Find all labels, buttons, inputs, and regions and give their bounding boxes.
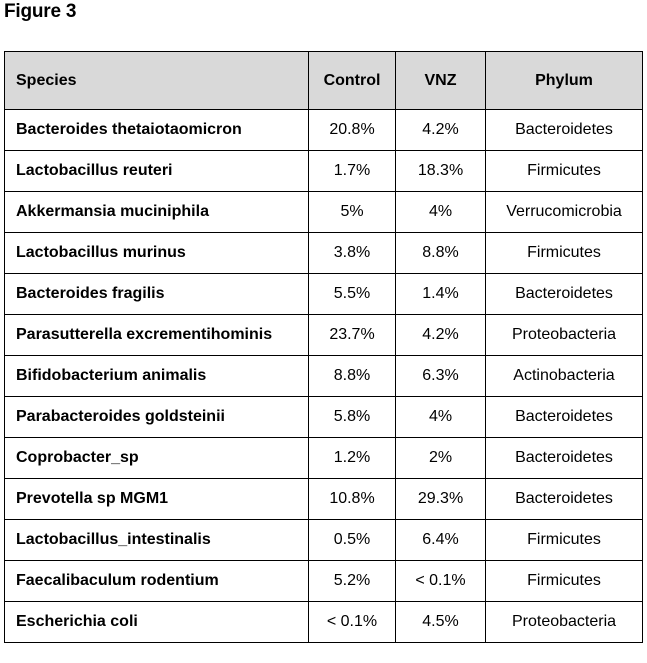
species-abundance-table <box>4 51 643 643</box>
species-cell: Parasutterella excrementihominis <box>5 315 309 356</box>
phylum-cell: Bacteroidetes <box>486 397 643 438</box>
species-cell: Lactobacillus reuteri <box>5 151 309 192</box>
table-row <box>5 520 643 561</box>
control-cell: 3.8% <box>309 233 396 274</box>
control-cell: 8.8% <box>309 356 396 397</box>
species-cell: Bacteroides thetaiotaomicron <box>5 110 309 151</box>
vnz-cell: 1.4% <box>396 274 486 315</box>
header-phylum: Phylum <box>486 52 643 110</box>
species-cell: Prevotella sp MGM1 <box>5 479 309 520</box>
table-row <box>5 561 643 602</box>
species-cell: Lactobacillus murinus <box>5 233 309 274</box>
table-row <box>5 479 643 520</box>
phylum-cell: Bacteroidetes <box>486 110 643 151</box>
table-row <box>5 397 643 438</box>
phylum-cell: Firmicutes <box>486 561 643 602</box>
control-cell: 5% <box>309 192 396 233</box>
species-cell: Faecalibaculum rodentium <box>5 561 309 602</box>
control-cell: 20.8% <box>309 110 396 151</box>
header-species: Species <box>5 52 309 110</box>
species-cell: Coprobacter_sp <box>5 438 309 479</box>
control-cell: 1.2% <box>309 438 396 479</box>
table-row <box>5 438 643 479</box>
phylum-cell: Firmicutes <box>486 520 643 561</box>
header-control: Control <box>309 52 396 110</box>
vnz-cell: 4.2% <box>396 110 486 151</box>
table-row <box>5 356 643 397</box>
table-body <box>5 110 643 643</box>
figure-title: Figure 3 <box>4 1 77 22</box>
vnz-cell: 29.3% <box>396 479 486 520</box>
phylum-cell: Actinobacteria <box>486 356 643 397</box>
phylum-cell: Firmicutes <box>486 233 643 274</box>
table-row <box>5 110 643 151</box>
phylum-cell: Bacteroidetes <box>486 479 643 520</box>
vnz-cell: 6.4% <box>396 520 486 561</box>
phylum-cell: Proteobacteria <box>486 602 643 643</box>
vnz-cell: 6.3% <box>396 356 486 397</box>
table-row <box>5 315 643 356</box>
phylum-cell: Bacteroidetes <box>486 438 643 479</box>
species-cell: Parabacteroides goldsteinii <box>5 397 309 438</box>
control-cell: 5.2% <box>309 561 396 602</box>
control-cell: 10.8% <box>309 479 396 520</box>
table-header-row <box>5 52 643 110</box>
vnz-cell: 4.2% <box>396 315 486 356</box>
control-cell: < 0.1% <box>309 602 396 643</box>
control-cell: 5.8% <box>309 397 396 438</box>
phylum-cell: Firmicutes <box>486 151 643 192</box>
table-row <box>5 233 643 274</box>
control-cell: 0.5% <box>309 520 396 561</box>
phylum-cell: Bacteroidetes <box>486 274 643 315</box>
species-cell: Bacteroides fragilis <box>5 274 309 315</box>
species-cell: Akkermansia muciniphila <box>5 192 309 233</box>
vnz-cell: 2% <box>396 438 486 479</box>
vnz-cell: 4% <box>396 397 486 438</box>
control-cell: 23.7% <box>309 315 396 356</box>
species-cell: Escherichia coli <box>5 602 309 643</box>
header-vnz: VNZ <box>396 52 486 110</box>
table-row <box>5 151 643 192</box>
vnz-cell: 4% <box>396 192 486 233</box>
vnz-cell: 4.5% <box>396 602 486 643</box>
vnz-cell: < 0.1% <box>396 561 486 602</box>
species-cell: Lactobacillus_intestinalis <box>5 520 309 561</box>
phylum-cell: Proteobacteria <box>486 315 643 356</box>
table-row <box>5 192 643 233</box>
control-cell: 1.7% <box>309 151 396 192</box>
species-cell: Bifidobacterium animalis <box>5 356 309 397</box>
table-row <box>5 274 643 315</box>
vnz-cell: 18.3% <box>396 151 486 192</box>
vnz-cell: 8.8% <box>396 233 486 274</box>
control-cell: 5.5% <box>309 274 396 315</box>
table-row <box>5 602 643 643</box>
phylum-cell: Verrucomicrobia <box>486 192 643 233</box>
